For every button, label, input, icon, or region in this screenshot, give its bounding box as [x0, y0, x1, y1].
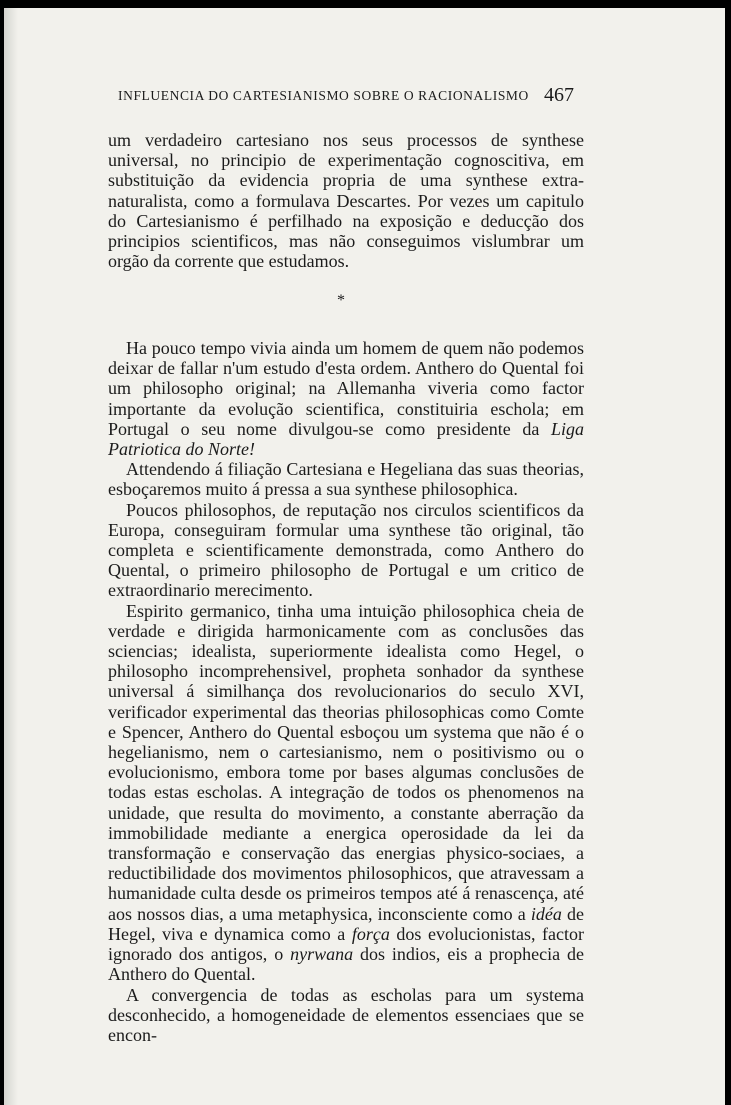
- paragraph-4-forca: força: [351, 923, 390, 944]
- paragraph-2: Attendendo á filiação Cartesiana e Hegeliana das suas theorias, esboçaremos muito á pressa a sua synthese philosophica.: [108, 459, 584, 500]
- paragraph-1-text: Ha pouco tempo vivia ainda um homem de quem não podemos deixar de fallar n'um estudo d'esta ordem. Anthero do Quental foi um philosopho original; na Allemanha viveria como factor importante da evolução scientifica, constituiria eschola; em Portugal o seu nome divulgou-se como presidente da: [108, 338, 584, 439]
- section-divider-asterisk: *: [337, 292, 345, 309]
- paragraph-3: Poucos philosophos, de reputação nos circulos scientificos da Europa, conseguiram formular uma synthese tão original, tão completa e scientificamente demonstrada, como Anthero do Quental, o primeiro philosopho de Portugal e um critico de extraordinario merecimento.: [108, 499, 584, 601]
- paragraph-1: [108, 338, 584, 459]
- paragraph-4-idea: idéa: [530, 903, 562, 924]
- page-gutter-shadow: [4, 8, 18, 1105]
- text-block-anthero: [108, 338, 584, 1045]
- page-number: 467: [544, 84, 574, 106]
- paragraph-5: A convergencia de todas as escholas para um systema desconhecido, a homogeneidade de elementos essenciaes que se encon-: [108, 984, 584, 1045]
- paragraph-4-nyrwana: nyrwana: [290, 944, 354, 965]
- paragraph-continued: um verdadeiro cartesiano nos seus processos de synthese universal, no principio de experimentação cognoscitiva, em substituição da evidencia propria de uma synthese extra-naturalista, como a formulava Descartes. Por vezes um capitulo do Cartesianismo é perfilhado na exposição e deducção dos principios scientificos, mas não conseguimos vislumbrar um orgão da corrente que estudamos.: [108, 130, 584, 272]
- paragraph-4-part-b: de Hegel, viva e dynamica como a: [108, 903, 584, 944]
- book-page: [4, 8, 725, 1105]
- running-head: INFLUENCIA DO CARTESIANISMO SOBRE O RACIONALISMO: [118, 88, 529, 103]
- paragraph-4-part-a: Espirito germanico, tinha uma intuição philosophica cheia de verdade e dirigida harmonicamente com as conclusões das sciencias; idealista, superiormente idealista como Hegel, o philosopho incomprehensivel, propheta sonhador da synthese universal á similhança dos revolucionarios do seculo XVI, verificador experimental das theorias philosophicas como Comte e Spencer, Anthero do Quental esboçou um systema que não é o hegelianismo, nem o cartesianismo, nem o positivismo ou o evolucionismo, embora tome por bases algumas conclusões de todas estas escholas. A integração de todos os phenomenos na unidade, que resulta do movimento, a constante aberração da immobilidade mediante a energica operosidade da lei da transformação e conservação das energias physico-sociaes, a reductibilidade dos movimentos philosophicos, que atravessam a humanidade culta desde os primeiros tempos até á renascença, até aos nossos dias, a uma metaphysica, inconsciente como a: [108, 600, 584, 924]
- paragraph-4-part-d: dos indios, eis a prophecia de Anthero do Quental.: [108, 944, 584, 985]
- paragraph-4: [108, 601, 584, 985]
- text-block-continued: [108, 130, 584, 271]
- paragraph-4-part-c: dos evolucionistas, factor ignorado dos antigos, o: [108, 923, 584, 965]
- paragraph-1-italic: Liga Patriotica do Norte!: [108, 418, 584, 460]
